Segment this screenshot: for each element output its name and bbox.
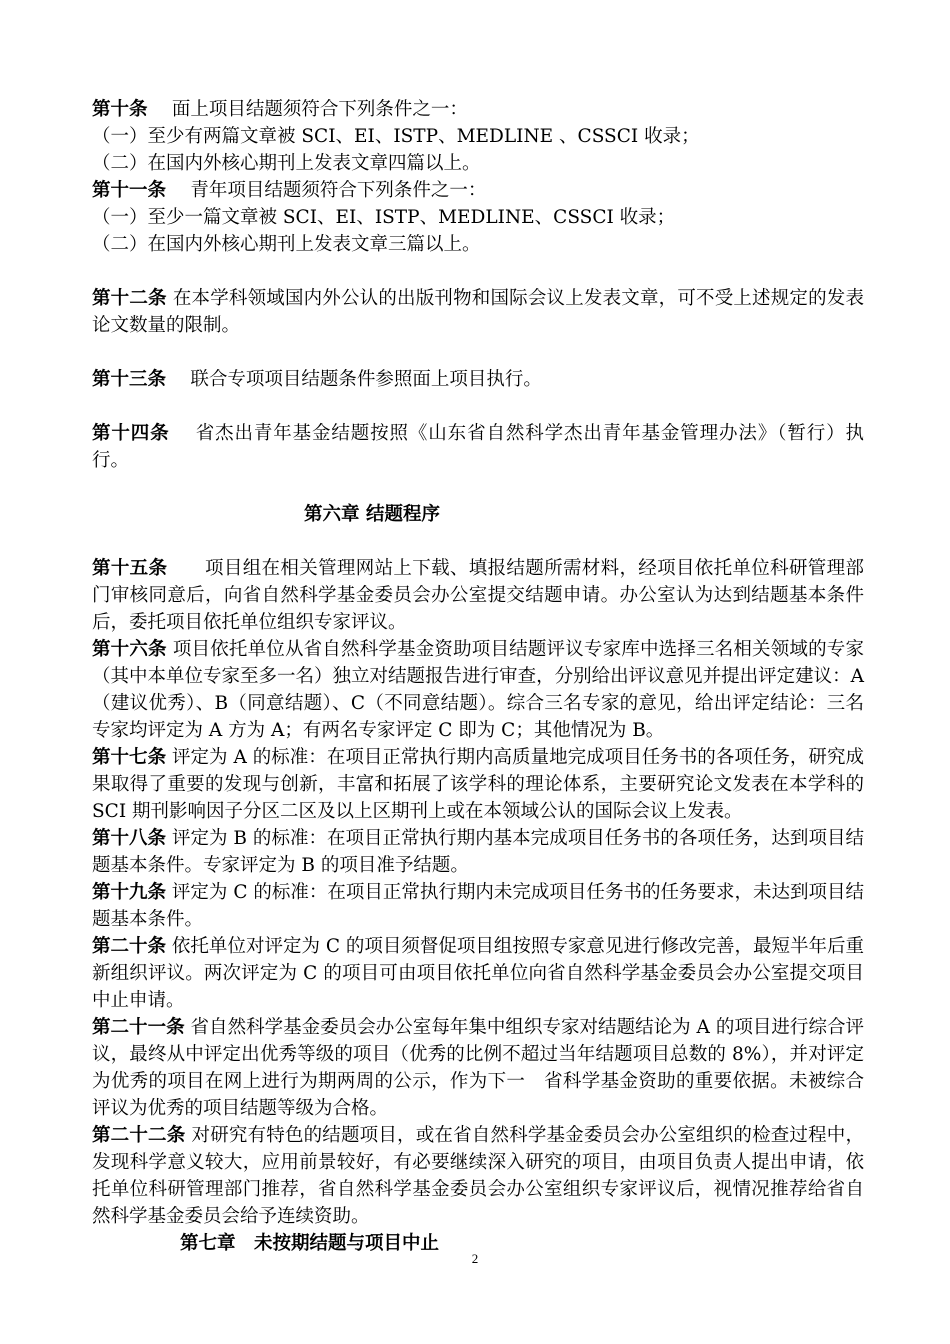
chapter-heading: 第七章 未按期结题与项目中止: [180, 1233, 440, 1254]
article-text: 对研究有特色的结题项目，或在省自然科学基金委员会办公室组织的检查过程中，发现科学意义较大，应用前景较好，有必要继续深入研究的项目，由项目负责人提出申请，依托单位科研管理部门推荐，省自然科学基金委员会办公室组织专家评议后，视情况推荐给省自然科学基金委员会给予连续资助。: [92, 1125, 864, 1227]
article-separator: [148, 99, 172, 120]
article-paragraph: [92, 177, 864, 204]
article-separator: [166, 369, 190, 390]
article-text: 项目组在相关管理网站上下载、填报结题所需材料，经项目依托单位科研管理部门审核同意后，向省自然科学基金委员会办公室提交结题申请。办公室认为达到结题基本条件后，委托项目依托单位组织专家评议。: [92, 558, 864, 633]
article-text: 评定为 A 的标准：在项目正常执行期内高质量地完成项目任务书的各项任务，研究成果取得了重要的发现与创新，丰富和拓展了该学科的理论体系，主要研究论文发表在本学科的 SCI 期刊影响因子分区二区及以上区期刊上或在本领域公认的国际会议上发表。: [92, 747, 864, 822]
chapter-heading: 第六章 结题程序: [304, 504, 440, 525]
article-separator: [170, 423, 196, 444]
article-separator: [167, 558, 205, 579]
article-number: 第二十一条: [92, 1017, 185, 1038]
article-text: 依托单位对评定为 C 的项目须督促项目组按照专家意见进行修改完善，最短半年后重新组织评议。两次评定为 C 的项目可由项目依托单位向省自然科学基金委员会办公室提交项目中止申请。: [92, 936, 864, 1011]
paragraph-gap: [92, 339, 864, 366]
article-text: 省自然科学基金委员会办公室每年集中组织专家对结题结论为 A 的项目进行综合评议，最终从中评定出优秀等级的项目（优秀的比例不超过当年结题项目总数的 8%），并对评定为优秀的项目在网上进行为期两周的公示，作为下一 省科学基金资助的重要依据。未被综合评议为优秀的项目结题等级为合格。: [92, 1017, 864, 1119]
article-number: 第十六条: [92, 639, 167, 660]
article-paragraph: [92, 1122, 864, 1230]
paragraph-gap: [92, 474, 864, 501]
article-paragraph: [92, 879, 864, 933]
article-paragraph: [92, 96, 864, 123]
article-paragraph: [92, 744, 864, 825]
article-number: 第十五条: [92, 558, 168, 579]
article-text: 评定为 B 的标准：在项目正常执行期内基本完成项目任务书的各项任务，达到项目结题基本条件。专家评定为 B 的项目准予结题。: [92, 828, 864, 876]
paragraph-gap: [92, 393, 864, 420]
clause-paragraph: （二）在国内外核心期刊上发表文章四篇以上。: [92, 153, 481, 174]
article-paragraph: [92, 555, 864, 636]
article-number: 第二十条: [92, 936, 167, 957]
paragraph-gap: [92, 528, 864, 555]
document-body: [92, 96, 864, 1257]
article-number: 第十九条: [92, 882, 167, 903]
article-text: 青年项目结题须符合下列条件之一：: [190, 180, 487, 201]
article-paragraph: [92, 933, 864, 1014]
article-text: 评定为 C 的标准：在项目正常执行期内未完成项目任务书的任务要求，未达到项目结题基本条件。: [92, 882, 864, 930]
clause-paragraph: （一）至少一篇文章被 SCI、EI、ISTP、MEDLINE、CSSCI 收录；: [92, 207, 676, 228]
article-paragraph: [92, 285, 864, 339]
article-text: 面上项目结题须符合下列条件之一：: [171, 99, 468, 120]
paragraph-gap: [92, 258, 864, 285]
page-number: 2: [471, 1251, 479, 1266]
article-number: 第十八条: [92, 828, 167, 849]
article-paragraph: [92, 1014, 864, 1122]
article-text: 联合专项项目结题条件参照面上项目执行。: [190, 369, 542, 390]
clause-paragraph: （一）至少有两篇文章被 SCI、EI、ISTP、MEDLINE 、CSSCI 收录；: [92, 126, 700, 147]
article-paragraph: [92, 636, 864, 744]
article-number: 第十二条: [92, 288, 167, 309]
article-separator: [166, 180, 190, 201]
article-paragraph: [92, 420, 864, 474]
article-text: 在本学科领域国内外公认的出版刊物和国际会议上发表文章，可不受上述规定的发表论文数量的限制。: [92, 288, 864, 336]
article-text: 项目依托单位从省自然科学基金资助项目结题评议专家库中选择三名相关领域的专家（其中本单位专家至多一名）独立对结题报告进行审查，分别给出评议意见并提出评定建议：A（建议优秀）、B（同意结题）、C（不同意结题）。综合三名专家的意见，给出评定结论：三名专家均评定为 A 方为 A；有两名专家评定 C 即为 C；其他情况为 B。: [92, 639, 864, 741]
article-number: 第二十二条: [92, 1125, 186, 1146]
article-number: 第十七条: [92, 747, 167, 768]
article-number: 第十条: [92, 99, 148, 120]
article-number: 第十一条: [92, 180, 167, 201]
article-paragraph: [92, 825, 864, 879]
article-text: 省杰出青年基金结题按照《山东省自然科学杰出青年基金管理办法》（暂行）执行。: [92, 423, 864, 471]
clause-paragraph: （二）在国内外核心期刊上发表文章三篇以上。: [92, 234, 481, 255]
article-paragraph: [92, 366, 864, 393]
article-number: 第十三条: [92, 369, 167, 390]
article-number: 第十四条: [92, 423, 170, 444]
